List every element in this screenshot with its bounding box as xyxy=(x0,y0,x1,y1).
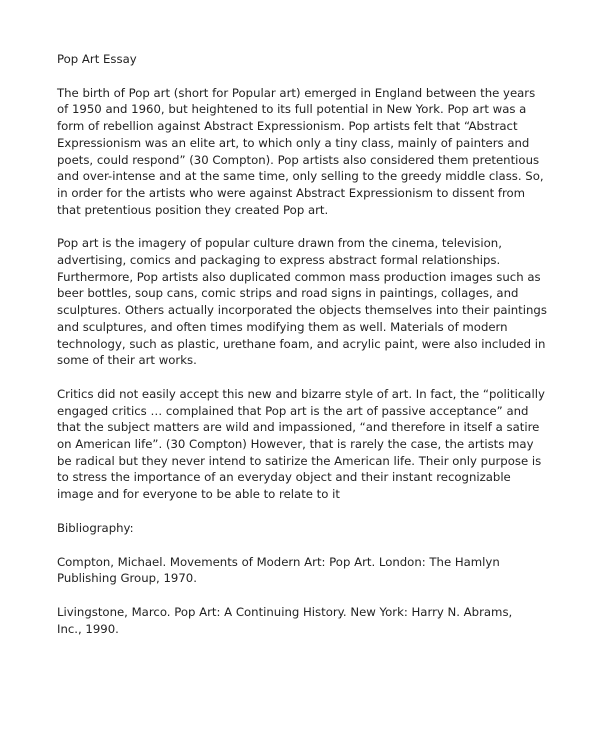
paragraph-line: The birth of Pop art (short for Popular art) emerged in England between the years xyxy=(57,85,536,100)
paragraph-line: Furthermore, Pop artists also duplicated common mass production images such as xyxy=(57,269,541,284)
paragraph-line: be radical but they never intend to satirize the American life. Their only purpose is xyxy=(57,453,542,468)
document-page xyxy=(57,51,547,654)
paragraph-1 xyxy=(57,85,547,219)
paragraph-line: to stress the importance of an everyday object and their instant recognizable xyxy=(57,470,511,485)
paragraph-line: image and for everyone to be able to relate to it xyxy=(57,487,340,502)
bibliography-line: Inc., 1990. xyxy=(57,621,119,636)
paragraph-line: Critics did not easily accept this new and bizarre style of art. In fact, the “politically xyxy=(57,386,545,401)
bibliography-line: Publishing Group, 1970. xyxy=(57,571,197,586)
paragraph-line: and sculptures, and often times modifying them as well. Materials of modern xyxy=(57,319,508,334)
paragraph-line: beer bottles, soup cans, comic strips and road signs in paintings, collages, and xyxy=(57,286,519,301)
paragraph-line: that pretentious position they created Pop art. xyxy=(57,202,329,217)
paragraph-2 xyxy=(57,235,547,369)
paragraph-line: sculptures. Others actually incorporated the objects themselves into their paintings xyxy=(57,303,547,318)
bibliography-heading: Bibliography: xyxy=(57,520,134,535)
paragraph-line: Expressionism was an elite art, to which only a tiny class, mainly of painters and xyxy=(57,135,530,150)
paragraph-line: technology, such as plastic, urethane foam, and acrylic paint, were also included in xyxy=(57,336,546,351)
bibliography-line: Livingstone, Marco. Pop Art: A Continuing History. New York: Harry N. Abrams, xyxy=(57,604,513,619)
paragraph-line: some of their art works. xyxy=(57,353,197,368)
paragraph-3 xyxy=(57,386,547,503)
bibliography-entry-1 xyxy=(57,554,547,587)
paragraph-line: that the subject matters are wild and impassioned, “and therefore in itself a satire xyxy=(57,420,540,435)
bibliography-line: Compton, Michael. Movements of Modern Art: Pop Art. London: The Hamlyn xyxy=(57,554,500,569)
paragraph-line: Pop art is the imagery of popular culture drawn from the cinema, television, xyxy=(57,236,502,251)
paragraph-line: on American life”. (30 Compton) However, that is rarely the case, the artists may xyxy=(57,437,534,452)
paragraph-line: in order for the artists who were against Abstract Expressionism to dissent from xyxy=(57,185,526,200)
paragraph-line: of 1950 and 1960, but heightened to its full potential in New York. Pop art was a xyxy=(57,102,527,117)
paragraph-line: advertising, comics and packaging to express abstract formal relationships. xyxy=(57,253,501,268)
paragraph-line: poets, could respond” (30 Compton). Pop artists also considered them pretentious xyxy=(57,152,540,167)
paragraph-line: and over-intense and at the same time, only selling to the greedy middle class. So, xyxy=(57,169,544,184)
bibliography-entry-2 xyxy=(57,604,547,637)
essay-title: Pop Art Essay xyxy=(57,52,137,66)
paragraph-line: form of rebellion against Abstract Expressionism. Pop artists felt that “Abstract xyxy=(57,119,518,134)
paragraph-line: engaged critics … complained that Pop art is the art of passive acceptance” and xyxy=(57,403,529,418)
